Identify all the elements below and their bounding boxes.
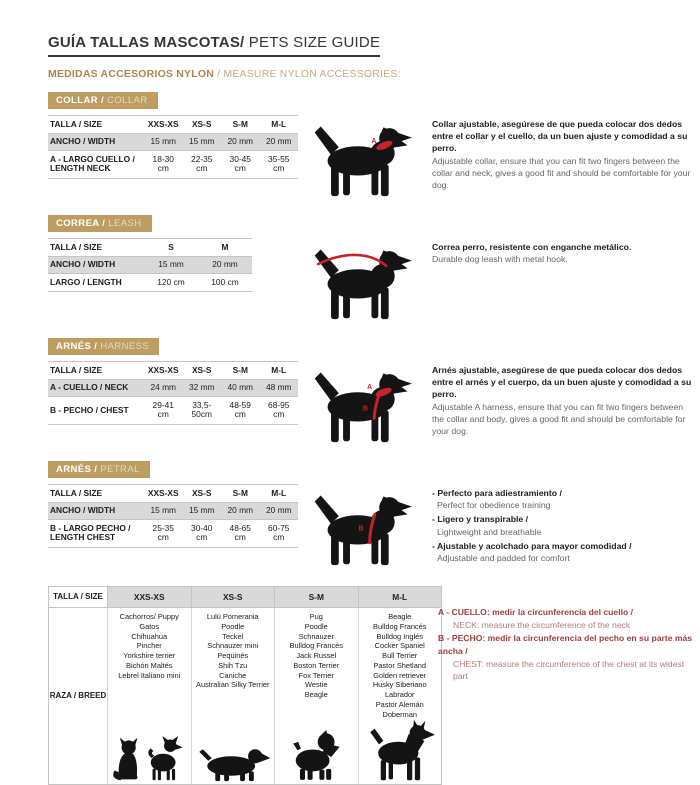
badge-label-en: HARNESS bbox=[97, 341, 150, 352]
description-en: Adjustable A harness, ensure that you can fit two fingers between the collar and body, gives a good fit and should be comfortable for your dog. bbox=[432, 401, 686, 436]
value-cell: 30-40 cm bbox=[191, 522, 213, 543]
table-row bbox=[48, 520, 298, 547]
table-row bbox=[48, 397, 298, 424]
breed-name: Bulldog Francés bbox=[373, 621, 427, 631]
note-es: B - PECHO: medir la circunferencia del pecho en su parte más ancha / bbox=[438, 632, 693, 656]
size-header-cell: M-L bbox=[271, 487, 287, 498]
breed-name: Cachorros/ Puppy bbox=[119, 612, 179, 621]
table-row bbox=[48, 274, 252, 292]
size-header-label: TALLA / SIZE bbox=[50, 241, 103, 252]
value-cell: 15 mm bbox=[188, 136, 215, 147]
breed-name: Australian Silky Terrier bbox=[196, 680, 270, 690]
row-label: B - PECHO / CHEST bbox=[50, 404, 129, 415]
breed-size-header-cell: XS-S bbox=[191, 587, 275, 607]
row-label: LARGO / LENGTH bbox=[50, 276, 122, 287]
description-es: Arnés ajustable, asegúrese de que pueda colocar dos dedos entre el arnés y el cuerpo, da un buen ajuste y comodidad a su perro. bbox=[432, 365, 692, 400]
svg-text:A: A bbox=[371, 137, 377, 145]
breed-name: Cocker Spaniel bbox=[374, 641, 425, 651]
breed-name: Schnauzer mini bbox=[207, 641, 259, 651]
breed-name: Pastor Shetland bbox=[373, 660, 427, 670]
measurement-notes bbox=[438, 606, 694, 683]
row-label: ANCHO / WIDTH bbox=[50, 259, 116, 270]
petral-features bbox=[424, 484, 692, 566]
harness-description bbox=[424, 361, 692, 437]
breed-name: Bichón Maltés bbox=[126, 660, 173, 670]
breed-name: Lulú Pomerania bbox=[206, 612, 259, 621]
value-cell: 40 mm bbox=[227, 382, 254, 393]
size-header-cell: S-M bbox=[232, 118, 248, 129]
value-cell: 25-35 cm bbox=[152, 522, 174, 543]
note-en: NECK: measure the circumference of the neck bbox=[453, 619, 631, 630]
dachshund-icon bbox=[195, 743, 271, 782]
row-label: A - LARGO CUELLO / LENGTH NECK bbox=[50, 153, 135, 174]
petral-size-table bbox=[48, 484, 298, 548]
table-header-row bbox=[48, 361, 298, 380]
breed-name: Pequinés bbox=[217, 651, 249, 661]
size-header-cell: M-L bbox=[271, 118, 287, 129]
page-subtitle-en: / MEASURE NYLON ACCESSORIES: bbox=[214, 68, 401, 80]
value-cell: 100 cm bbox=[211, 276, 239, 287]
badge-label-es: COLLAR / bbox=[56, 95, 105, 106]
dog-leash-icon bbox=[304, 240, 420, 326]
breed-column-s-m bbox=[274, 608, 358, 784]
breed-name: Boston Terrier bbox=[293, 660, 340, 670]
badge-label-en: PETRAL bbox=[97, 464, 140, 475]
section-petral bbox=[48, 459, 692, 572]
page-header bbox=[48, 34, 692, 80]
breed-name: Jack Russel bbox=[296, 651, 337, 661]
size-header-cell: XS-S bbox=[191, 118, 212, 129]
value-cell: 15 mm bbox=[150, 505, 177, 516]
breed-name: Poodle bbox=[221, 621, 245, 631]
breed-table-header bbox=[49, 587, 441, 608]
breed-name: Schnauzer bbox=[298, 631, 334, 641]
badge-label-es: ARNÉS / bbox=[56, 464, 98, 475]
value-cell: 20 mm bbox=[212, 259, 238, 270]
breed-name: Pincher bbox=[136, 641, 162, 651]
table-row bbox=[48, 151, 298, 178]
size-header-cell: S bbox=[168, 241, 174, 252]
breed-column-xxs-xs bbox=[107, 608, 191, 784]
value-cell: 120 cm bbox=[157, 276, 185, 287]
feature-en: Adjustable and padded for comfort bbox=[437, 552, 570, 563]
size-header-cell: M bbox=[221, 241, 229, 252]
page-title bbox=[48, 34, 380, 57]
breed-name: Labrador bbox=[384, 690, 415, 700]
breed-name: Lebrel Italiano mini bbox=[118, 670, 181, 680]
size-header-label: TALLA / SIZE bbox=[50, 118, 103, 129]
breed-name: Pug bbox=[309, 612, 323, 621]
breed-size-header-cell: S-M bbox=[274, 587, 358, 607]
petral-section-badge bbox=[48, 461, 150, 478]
doberman-icon bbox=[365, 719, 435, 782]
value-cell: 18-30 cm bbox=[152, 153, 174, 174]
value-cell: 22-35 cm bbox=[191, 153, 213, 174]
page-subtitle-es: MEDIDAS ACCESORIOS NYLON bbox=[48, 68, 215, 80]
collar-size-table bbox=[48, 115, 298, 179]
table-row bbox=[48, 380, 298, 398]
table-row bbox=[48, 503, 298, 521]
breed-name: Golden retriever bbox=[373, 670, 427, 680]
breed-name: Husky Siberiano bbox=[372, 680, 427, 690]
section-leash bbox=[48, 213, 692, 326]
breed-name: Teckel bbox=[222, 631, 244, 641]
badge-label-en: COLLAR bbox=[104, 95, 148, 106]
breed-name: Pastor Alemán bbox=[375, 699, 424, 709]
description-es: Collar ajustable, asegúrese de que pueda colocar dos dedos entre el collar y el cuello, da un buen ajuste y comodidad a su perro. bbox=[432, 119, 688, 154]
page-title-es: GUÍA TALLAS MASCOTAS/ bbox=[48, 34, 245, 51]
value-cell: 48 mm bbox=[265, 382, 292, 393]
harness-size-table bbox=[48, 361, 298, 425]
value-cell: 15 mm bbox=[158, 259, 184, 270]
row-label: ANCHO / WIDTH bbox=[50, 136, 116, 147]
dog-harness-icon bbox=[304, 363, 420, 449]
breed-column-m-l bbox=[358, 608, 442, 784]
breed-name: Bulldog Inglés bbox=[376, 631, 423, 641]
size-header-label: TALLA / SIZE bbox=[50, 364, 103, 375]
value-cell: 15 mm bbox=[188, 505, 215, 516]
size-header-cell: XXS-XS bbox=[147, 487, 179, 498]
page-subtitle bbox=[48, 68, 692, 80]
feature-bullet bbox=[432, 487, 692, 511]
size-header-cell: XXS-XS bbox=[147, 118, 179, 129]
value-cell: 24 mm bbox=[150, 382, 177, 393]
badge-label-es: ARNÉS / bbox=[56, 341, 98, 352]
row-label: ANCHO / WIDTH bbox=[50, 505, 116, 516]
value-cell: 20 mm bbox=[227, 505, 254, 516]
feature-es: - Perfecto para adiestramiento / bbox=[432, 487, 692, 499]
description-en: Durable dog leash with metal hook. bbox=[432, 254, 568, 265]
badge-label-es: CORREA / bbox=[56, 218, 106, 229]
table-header-row bbox=[48, 115, 298, 134]
table-row bbox=[48, 134, 298, 152]
table-header-row bbox=[48, 238, 252, 257]
breed-name: Beagle bbox=[388, 612, 412, 621]
size-header-cell: XXS-XS bbox=[147, 364, 179, 375]
breed-size-header-cell: XXS-XS bbox=[107, 587, 191, 607]
breed-name: Westie bbox=[305, 680, 328, 690]
breed-size-header-cell: M-L bbox=[358, 587, 442, 607]
breed-table-body bbox=[49, 608, 441, 784]
dog-collar-icon bbox=[304, 117, 420, 203]
breed-size-header-label: TALLA / SIZE bbox=[53, 591, 103, 601]
value-cell: 68-95 cm bbox=[268, 399, 290, 420]
value-cell: 30-45 cm bbox=[229, 153, 251, 174]
value-cell: 20 mm bbox=[265, 505, 292, 516]
collar-description bbox=[424, 115, 692, 191]
value-cell: 48-59 cm bbox=[229, 399, 251, 420]
table-row bbox=[48, 257, 252, 275]
breed-name: Bulldog Francés bbox=[289, 641, 343, 651]
page-title-en: PETS SIZE GUIDE bbox=[244, 34, 381, 51]
value-cell: 60-75 cm bbox=[268, 522, 290, 543]
svg-text:B: B bbox=[362, 405, 368, 413]
breed-name: Doberman bbox=[382, 709, 417, 719]
breed-name: Beagle bbox=[304, 690, 328, 700]
breed-column-xs-s bbox=[191, 608, 275, 784]
value-cell: 48-65 cm bbox=[229, 522, 251, 543]
size-header-cell: M-L bbox=[271, 364, 287, 375]
feature-bullet bbox=[432, 540, 692, 564]
collar-section-badge bbox=[48, 92, 158, 109]
value-cell: 35-55 cm bbox=[268, 153, 290, 174]
note-neck bbox=[438, 606, 694, 632]
schnauzer-icon bbox=[289, 727, 343, 782]
leash-size-table bbox=[48, 238, 252, 292]
value-cell: 33,5-50cm bbox=[191, 399, 212, 420]
feature-es: - Ligero y transpirable / bbox=[432, 513, 692, 525]
breed-name: Shih Tzu bbox=[218, 660, 248, 670]
breed-row-label: RAZA / BREED bbox=[49, 691, 107, 701]
breed-name: Gatos bbox=[139, 621, 160, 631]
description-es: Correa perro, resistente con enganche metálico. bbox=[432, 242, 632, 252]
size-header-cell: S-M bbox=[232, 487, 248, 498]
cat-and-chihuahua-icon bbox=[111, 736, 187, 782]
breed-name: Yorkshire terrier bbox=[123, 651, 176, 661]
dog-petral-icon bbox=[304, 486, 420, 572]
table-header-row bbox=[48, 484, 298, 503]
feature-en: Perfect for obedience training bbox=[437, 500, 551, 511]
svg-text:A: A bbox=[367, 383, 373, 391]
harness-section-badge bbox=[48, 338, 159, 355]
row-label: B - LARGO PECHO / LENGTH CHEST bbox=[50, 522, 131, 543]
leash-description bbox=[424, 238, 692, 265]
size-header-cell: XS-S bbox=[191, 487, 212, 498]
size-header-label: TALLA / SIZE bbox=[50, 487, 103, 498]
row-label: A - CUELLO / NECK bbox=[50, 382, 129, 393]
breed-table bbox=[48, 586, 442, 785]
breed-name: Chihuahua bbox=[131, 631, 168, 641]
breed-name: Poodle bbox=[304, 621, 328, 631]
breed-name: Fox Terrier bbox=[298, 670, 334, 680]
breed-name: Bull Terrier bbox=[382, 651, 418, 661]
section-harness bbox=[48, 336, 692, 449]
feature-es: - Ajustable y acolchado para mayor comodidad / bbox=[432, 540, 692, 552]
size-header-cell: XS-S bbox=[191, 364, 212, 375]
size-header-cell: S-M bbox=[232, 364, 248, 375]
feature-en: Lightweight and breathable bbox=[437, 526, 542, 537]
breed-name: Caniche bbox=[219, 670, 247, 680]
note-en: CHEST: measure the circumference of the chest at its widest part bbox=[453, 658, 685, 682]
section-collar bbox=[48, 90, 692, 203]
description-en: Adjustable collar, ensure that you can fit two fingers between the collar and neck, gives a good fit and should be comfortable for your dog. bbox=[432, 155, 691, 190]
note-es: A - CUELLO: medir la circunferencia del cuello / bbox=[438, 607, 633, 617]
note-chest bbox=[438, 632, 694, 684]
value-cell: 15 mm bbox=[150, 136, 177, 147]
feature-bullet bbox=[432, 513, 692, 537]
value-cell: 29-41 cm bbox=[152, 399, 174, 420]
value-cell: 20 mm bbox=[265, 136, 292, 147]
value-cell: 20 mm bbox=[227, 136, 254, 147]
value-cell: 32 mm bbox=[188, 382, 215, 393]
badge-label-en: LEASH bbox=[105, 218, 142, 229]
svg-text:B: B bbox=[358, 525, 364, 533]
leash-section-badge bbox=[48, 215, 152, 232]
